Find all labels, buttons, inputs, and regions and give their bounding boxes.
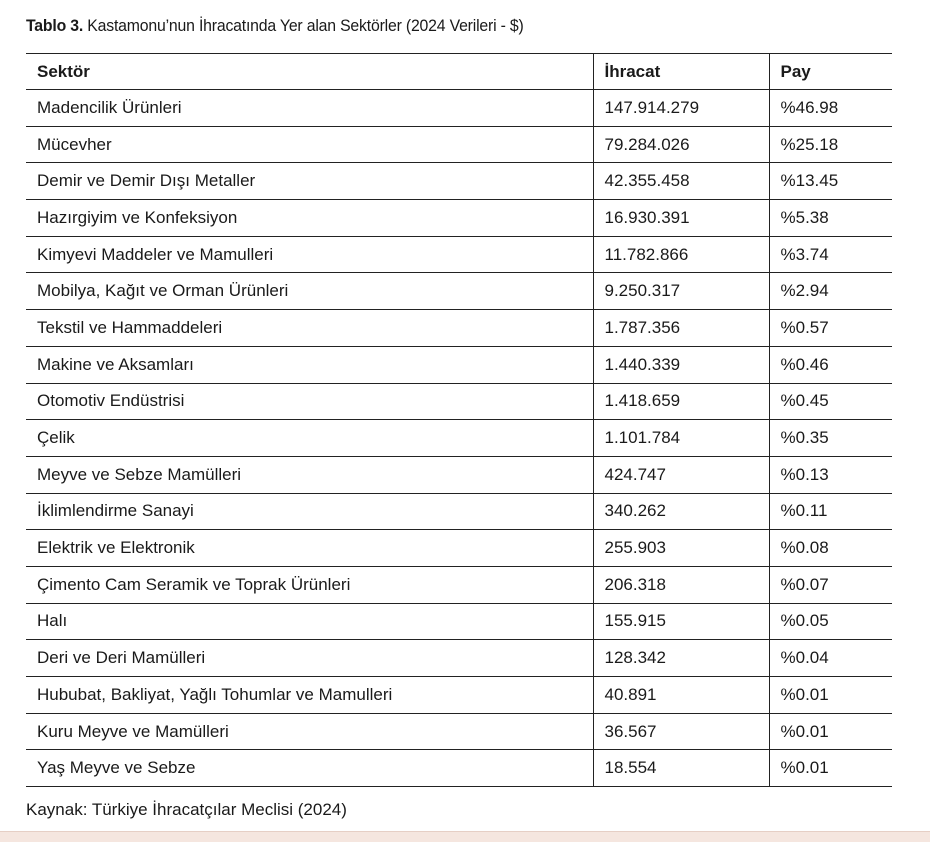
cell-sector: Mobilya, Kağıt ve Orman Ürünleri xyxy=(26,273,593,310)
sector-export-table xyxy=(26,53,892,787)
cell-sector: Tekstil ve Hammaddeleri xyxy=(26,310,593,347)
cell-sector: Deri ve Deri Mamülleri xyxy=(26,640,593,677)
cell-sector: Yaş Meyve ve Sebze xyxy=(26,750,593,787)
table-row xyxy=(26,420,892,457)
cell-sector: Mücevher xyxy=(26,126,593,163)
cell-export: 40.891 xyxy=(593,677,769,714)
cell-export: 1.101.784 xyxy=(593,420,769,457)
table-row xyxy=(26,383,892,420)
cell-sector: Makine ve Aksamları xyxy=(26,346,593,383)
cell-sector: Demir ve Demir Dışı Metaller xyxy=(26,163,593,200)
cell-share: %0.13 xyxy=(769,456,892,493)
table-caption-label: Tablo 3. xyxy=(26,16,84,35)
table-row xyxy=(26,273,892,310)
cell-sector: Meyve ve Sebze Mamülleri xyxy=(26,456,593,493)
cell-sector: Çimento Cam Seramik ve Toprak Ürünleri xyxy=(26,566,593,603)
table-row xyxy=(26,566,892,603)
cell-sector: Elektrik ve Elektronik xyxy=(26,530,593,567)
cell-share: %0.07 xyxy=(769,566,892,603)
table-row xyxy=(26,90,892,127)
cell-sector: Otomotiv Endüstrisi xyxy=(26,383,593,420)
cell-export: 1.787.356 xyxy=(593,310,769,347)
cell-export: 1.440.339 xyxy=(593,346,769,383)
cell-share: %13.45 xyxy=(769,163,892,200)
cell-export: 79.284.026 xyxy=(593,126,769,163)
table-row xyxy=(26,750,892,787)
cell-sector: Halı xyxy=(26,603,593,640)
cell-export: 11.782.866 xyxy=(593,236,769,273)
cell-sector: Hazırgiyim ve Konfeksiyon xyxy=(26,200,593,237)
table-caption xyxy=(26,16,524,36)
cell-export: 155.915 xyxy=(593,603,769,640)
table-row xyxy=(26,200,892,237)
cell-share: %0.01 xyxy=(769,713,892,750)
cell-export: 128.342 xyxy=(593,640,769,677)
column-header-sector: Sektör xyxy=(26,54,593,90)
cell-sector: Çelik xyxy=(26,420,593,457)
cell-share: %0.11 xyxy=(769,493,892,530)
cell-share: %0.45 xyxy=(769,383,892,420)
cell-export: 147.914.279 xyxy=(593,90,769,127)
cell-export: 424.747 xyxy=(593,456,769,493)
cell-sector: Madencilik Ürünleri xyxy=(26,90,593,127)
cell-share: %0.05 xyxy=(769,603,892,640)
cell-share: %0.01 xyxy=(769,677,892,714)
cell-sector: Kimyevi Maddeler ve Mamulleri xyxy=(26,236,593,273)
cell-share: %25.18 xyxy=(769,126,892,163)
cell-share: %0.01 xyxy=(769,750,892,787)
cell-export: 42.355.458 xyxy=(593,163,769,200)
table-row xyxy=(26,493,892,530)
cell-export: 18.554 xyxy=(593,750,769,787)
cell-sector: Kuru Meyve ve Mamülleri xyxy=(26,713,593,750)
cell-share: %0.35 xyxy=(769,420,892,457)
table-caption-title: Kastamonu’nun İhracatında Yer alan Sektörler (2024 Verileri - $) xyxy=(83,16,524,35)
table-row xyxy=(26,126,892,163)
column-header-share: Pay xyxy=(769,54,892,90)
cell-share: %0.04 xyxy=(769,640,892,677)
table-header-row xyxy=(26,54,892,90)
cell-share: %46.98 xyxy=(769,90,892,127)
cell-share: %0.57 xyxy=(769,310,892,347)
cell-share: %2.94 xyxy=(769,273,892,310)
cell-export: 340.262 xyxy=(593,493,769,530)
cell-export: 1.418.659 xyxy=(593,383,769,420)
bottom-strip xyxy=(0,831,930,842)
table-row xyxy=(26,346,892,383)
cell-share: %3.74 xyxy=(769,236,892,273)
cell-sector: Hububat, Bakliyat, Yağlı Tohumlar ve Mamulleri xyxy=(26,677,593,714)
table-row xyxy=(26,640,892,677)
table-source-note: Kaynak: Türkiye İhracatçılar Meclisi (2024) xyxy=(26,800,347,819)
cell-sector: İklimlendirme Sanayi xyxy=(26,493,593,530)
table-row xyxy=(26,310,892,347)
table-body xyxy=(26,90,892,787)
table-row xyxy=(26,713,892,750)
cell-share: %0.08 xyxy=(769,530,892,567)
cell-export: 36.567 xyxy=(593,713,769,750)
cell-export: 255.903 xyxy=(593,530,769,567)
cell-share: %5.38 xyxy=(769,200,892,237)
table-row xyxy=(26,456,892,493)
table-row xyxy=(26,603,892,640)
table-row xyxy=(26,677,892,714)
table-row xyxy=(26,163,892,200)
cell-export: 16.930.391 xyxy=(593,200,769,237)
table-row xyxy=(26,236,892,273)
column-header-export: İhracat xyxy=(593,54,769,90)
cell-share: %0.46 xyxy=(769,346,892,383)
cell-export: 9.250.317 xyxy=(593,273,769,310)
table-row xyxy=(26,530,892,567)
cell-export: 206.318 xyxy=(593,566,769,603)
